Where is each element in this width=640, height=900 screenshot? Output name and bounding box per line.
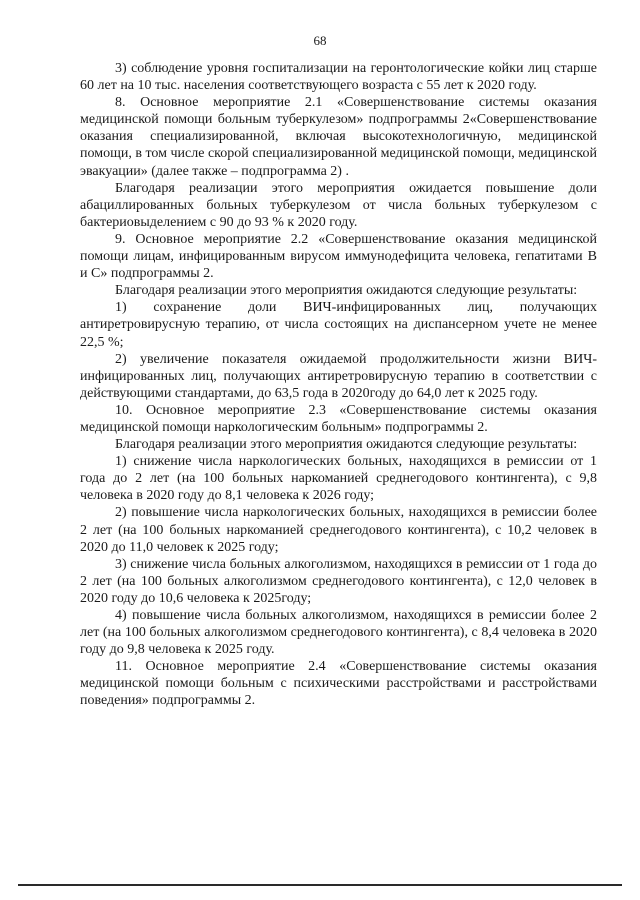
paragraph-measure-9-results-intro: Благодаря реализации этого мероприятия ожидаются следующие результаты: <box>115 283 578 299</box>
bottom-divider <box>18 884 622 886</box>
paragraph-measure-10-result-1: 1) снижение числа наркологических больных, находящихся в ремиссии от 1 года до 2 лет (на 100 больных наркоманией среднегодового контингента), с 9,8 человека в 2020 году до 8,1 человека к 2026 году; <box>80 454 597 504</box>
paragraph-measure-10-result-4: 4) повышение числа больных алкоголизмом, находящихся в ремиссии более 2 лет (на 100 больных алкоголизмом среднегодового контингента), с 8,4 человека в 2020 году до 9,8 человека к 2025 году. <box>80 608 597 658</box>
document-body <box>80 60 597 710</box>
paragraph-measure-10-results-intro: Благодаря реализации этого мероприятия ожидаются следующие результаты: <box>115 437 578 453</box>
paragraph-item-3-geriatric: 3) соблюдение уровня госпитализации на геронтологические койки лиц старше 60 лет на 10 тыс. населения соответствующего возраста с 55 лет к 2020 году. <box>80 61 597 94</box>
paragraph-measure-9-result-2: 2) увеличение показателя ожидаемой продолжительности жизни ВИЧ-инфицированных лиц, получающих антиретровирусную терапию в соответствии с действующими стандартами, до 63,5 года в 2020году до 64,0 лет к 2025 году. <box>80 351 597 401</box>
paragraph-measure-10-result-2: 2) повышение числа наркологических больных, находящихся в ремиссии более 2 лет (на 100 больных наркоманией среднегодового контингента), с 10,2 человек в 2020 до 11,0 человек к 2025 году; <box>80 505 597 555</box>
paragraph-measure-9: 9. Основное мероприятие 2.2 «Совершенствование оказания медицинской помощи лицам, инфицированным вирусом иммунодефицита человека, гепатитами B и C» подпрограммы 2. <box>80 231 597 282</box>
paragraph-measure-8: 8. Основное мероприятие 2.1 «Совершенствование системы оказания медицинской помощи больным туберкулезом» подпрограммы 2«Совершенствование оказания специализированной, включая высокотехнологичную, медицинской помощи, в том числе скорой специализированной медицинской помощи, медицинской эвакуации» (далее также – подпрограмма 2) . <box>80 95 598 179</box>
paragraph-measure-10-result-3: 3) снижение числа больных алкоголизмом, находящихся в ремиссии от 1 года до 2 лет (на 100 больных алкоголизмом среднегодового контингента), с 12,0 человек в 2020 году до 10,6 человека к 2025году; <box>80 556 597 606</box>
paragraph-measure-11: 11. Основное мероприятие 2.4 «Совершенствование системы оказания медицинской помощи больным с психическими расстройствами и расстройствами поведения» подпрограммы 2. <box>80 659 597 709</box>
paragraph-measure-10: 10. Основное мероприятие 2.3 «Совершенствование системы оказания медицинской помощи наркологическим больным» подпрограммы 2. <box>80 402 597 435</box>
paragraph-measure-9-result-1: 1) сохранение доли ВИЧ-инфицированных лиц, получающих антиретровирусную терапию, от числа состоящих на диспансерном учете не менее 22,5 %; <box>80 300 597 350</box>
page-number: 68 <box>313 33 327 48</box>
paragraph-measure-8-result: Благодаря реализации этого мероприятия ожидается повышение доли абациллированных больных туберкулезом от числа больных туберкулезом с бактериовыделением с 90 до 93 % к 2020 году. <box>80 180 597 230</box>
